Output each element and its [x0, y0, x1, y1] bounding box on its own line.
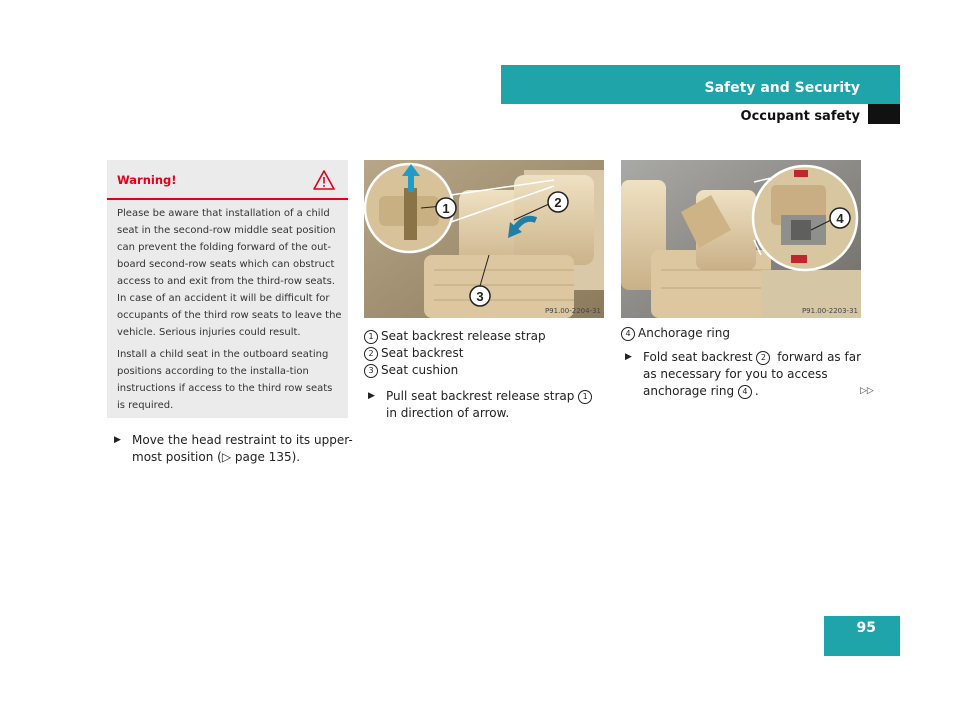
bullet-arrow-icon: ▶: [625, 352, 632, 362]
callout-label: 1: [442, 201, 450, 216]
instruction-step: [364, 388, 609, 422]
legend-item: [364, 328, 609, 345]
figure-code: P91.00-2204-31: [544, 307, 601, 315]
step-text: forward as far as necessary for you to access anchorage ring: [643, 350, 862, 398]
page-number: 95: [856, 620, 876, 636]
warning-box: [107, 160, 348, 418]
section-title: Safety and Security: [704, 80, 860, 96]
legend-item: [621, 325, 866, 342]
warning-body: [117, 205, 342, 419]
warning-paragraph: Please be aware that installation of a child seat in the second-row middle seat position can prevent the folding forward of the out-board second-row seats which can obstruct access to and exit from the third-row seats. In case of an accident it will be difficult for occupants of the third row seats to leave the vehicle. Serious injuries could result.: [117, 208, 342, 338]
page-ref-arrow-icon: ▷: [221, 450, 232, 464]
subsection-title: Occupant safety: [740, 109, 860, 124]
continued-arrows-icon: ▷▷: [860, 386, 874, 396]
legend-label: Anchorage ring: [638, 326, 730, 340]
bullet-arrow-icon: ▶: [114, 435, 121, 445]
number-badge: 3: [364, 364, 378, 378]
callout-label: 2: [554, 195, 562, 210]
anchorage-ring-image: [621, 160, 861, 318]
step-text: Pull seat backrest release strap: [386, 389, 579, 403]
legend-label: Seat backrest release strap: [381, 329, 546, 343]
number-badge: 1: [364, 330, 378, 344]
warning-title: Warning!: [117, 173, 177, 187]
seat-backrest-release-image: [364, 160, 604, 318]
step-text: Move the head restraint to its upper-most position (: [132, 433, 353, 464]
number-badge: 4: [621, 327, 635, 341]
legend-and-step-3: [621, 325, 866, 400]
legend-item: [364, 362, 609, 379]
callout-label: 3: [476, 289, 484, 304]
number-badge: 2: [756, 351, 770, 365]
figure-code: P91.00-2203-31: [801, 307, 858, 315]
instruction-step: [621, 349, 866, 400]
legend-label: Seat cushion: [381, 363, 459, 377]
header-marker: [868, 104, 900, 124]
number-badge: 2: [364, 347, 378, 361]
number-badge: 4: [738, 385, 752, 399]
step-text: .: [754, 384, 759, 398]
step-text: in direction of arrow.: [386, 406, 510, 420]
page-reference-link[interactable]: page 135).: [231, 450, 301, 464]
legend-label: Seat backrest: [381, 346, 464, 360]
bullet-arrow-icon: ▶: [368, 391, 375, 401]
step-text: Fold seat backrest: [643, 350, 757, 364]
legend-and-step-2: [364, 328, 609, 422]
warning-header: [107, 160, 348, 200]
legend-item: [364, 345, 609, 362]
warning-triangle-icon: [313, 170, 335, 190]
step-head-restraint: [110, 432, 355, 466]
callout-label: 4: [836, 211, 844, 226]
number-badge: 1: [578, 390, 592, 404]
instruction-step: [110, 432, 355, 466]
warning-paragraph: Install a child seat in the outboard seating positions according to the installa-tion instructions if access to the third row seats is required.: [117, 349, 333, 411]
